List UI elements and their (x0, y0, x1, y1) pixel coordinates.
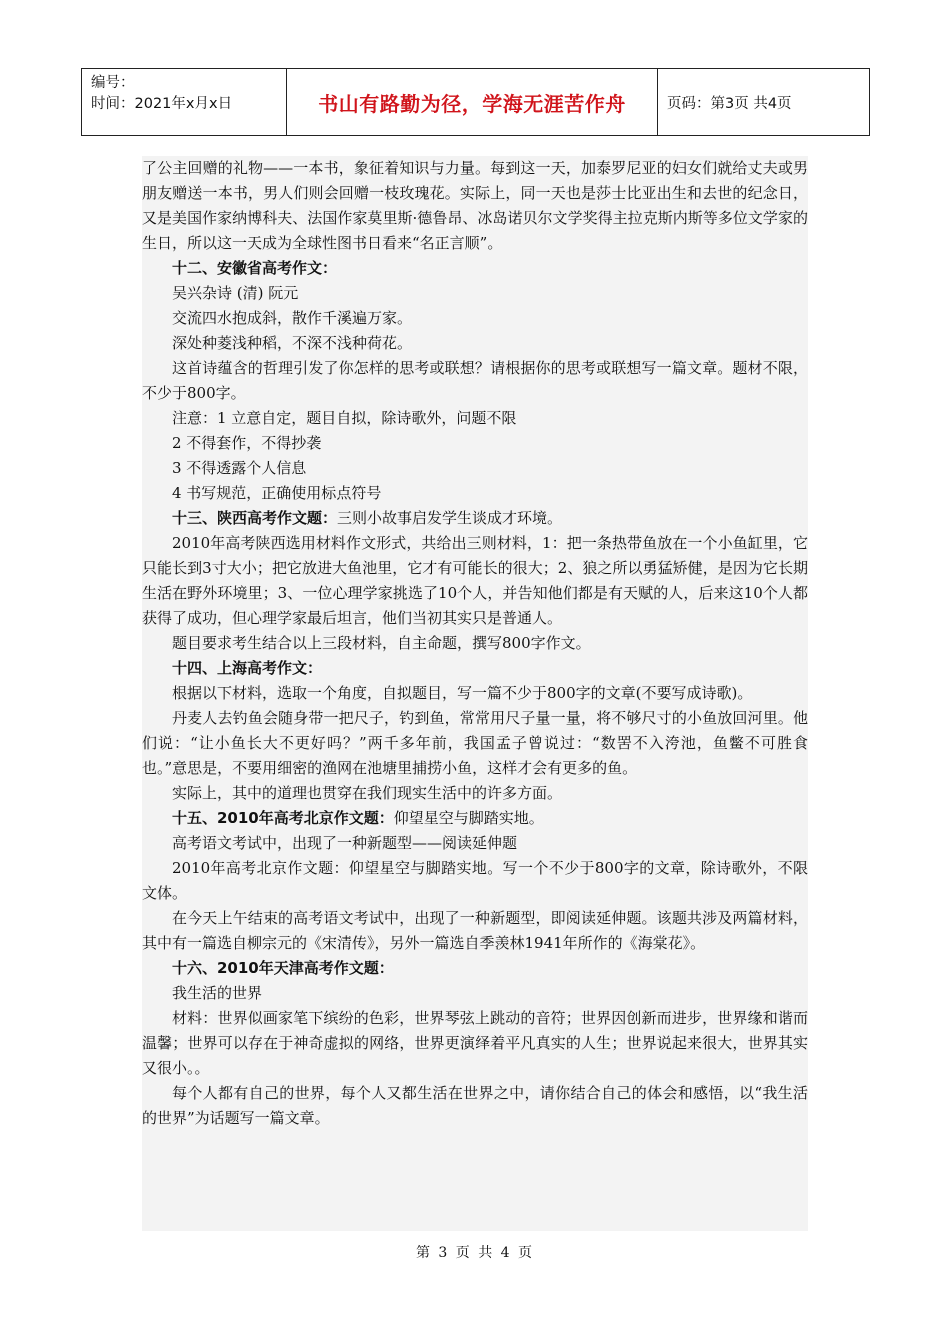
body-paragraph (142, 631, 808, 656)
paragraph-text: 每个人都有自己的世界，每个人又都生活在世界之中，请你结合自己的体会和感悟，以“我生活的世界”为话题写一篇文章。 (142, 1084, 808, 1127)
section-heading: 十二、安徽省高考作文： (172, 259, 338, 277)
body-paragraph (142, 856, 808, 906)
time-label: 时间：2021年x月x日 (91, 96, 233, 112)
paragraph-text: 在今天上午结束的高考语文考试中，出现了一种新题型，即阅读延伸题。该题共涉及两篇材料，其中有一篇选自柳宗元的《宋清传》，另外一篇选自季羡林1941年所作的《海棠花》。 (142, 909, 808, 952)
paragraph-text: 题目要求考生结合以上三段材料，自主命题，撰写800字作文。 (172, 634, 591, 652)
section-paragraph (142, 656, 808, 681)
paragraph-text: 这首诗蕴含的哲理引发了你怎样的思考或联想？请根据你的思考或联想写一篇文章。题材不限，不少于800字。 (142, 359, 808, 402)
section-paragraph (142, 506, 808, 531)
paragraph-text: 三则小故事启发学生谈成才环境。 (337, 509, 563, 527)
body-paragraph (142, 331, 808, 356)
body-paragraph (142, 831, 808, 856)
paragraph-text: 高考语文考试中，出现了一种新题型——阅读延伸题 (172, 834, 518, 852)
paragraph-text: 2010年高考陕西选用材料作文形式，共给出三则材料，1：把一条热带鱼放在一个小鱼缸里，它只能长到3寸大小；把它放进大鱼池里，它才有可能长的很大；2、狼之所以勇猛矫健，是因为它长期生活在野外环境里；3、一位心理学家挑选了10个人，并告知他们都是有天赋的人，后来这10个人都获得了成功，但心理学家最后坦言，他们当初其实只是普通人。 (142, 534, 808, 627)
body-paragraph (142, 981, 808, 1006)
section-paragraph (142, 256, 808, 281)
section-heading: 十四、上海高考作文： (172, 659, 323, 677)
body-paragraph (142, 531, 808, 631)
section-heading: 十六、2010年天津高考作文题： (172, 959, 394, 977)
paragraph-text: 材料：世界似画家笔下缤纷的色彩，世界琴弦上跳动的音符；世界因创新而进步，世界缘和谐而温馨；世界可以存在于神奇虚拟的网络，世界更演绎着平凡真实的人生；世界说起来很大，世界其实又很小。。 (142, 1009, 808, 1077)
serial-label: 编号： (91, 75, 135, 91)
paragraph-text: 2 不得套作，不得抄袭 (172, 434, 322, 452)
paragraph-text: 实际上，其中的道理也贯穿在我们现实生活中的许多方面。 (172, 784, 563, 802)
paragraph-text: 4 书写规范，正确使用标点符号 (172, 484, 382, 502)
section-paragraph (142, 956, 808, 981)
document-body (142, 156, 808, 1231)
section-heading: 十五、2010年高考北京作文题： (172, 809, 394, 827)
body-paragraph (142, 356, 808, 406)
body-paragraph (142, 906, 808, 956)
body-paragraph (142, 681, 808, 706)
paragraph-text: 交流四水抱成斜，散作千溪遍万家。 (172, 309, 413, 327)
header-info-cell (82, 69, 287, 135)
body-paragraph (142, 431, 808, 456)
paragraph-text: 深处种菱浅种稻，不深不浅种荷花。 (172, 334, 413, 352)
body-paragraph (142, 1081, 808, 1131)
body-paragraph (142, 481, 808, 506)
paragraph-text: 仰望星空与脚踏实地。 (393, 809, 544, 827)
paragraph-text: 丹麦人去钓鱼会随身带一把尺子，钓到鱼，常常用尺子量一量，将不够尺寸的小鱼放回河里。他们说：“让小鱼长大不更好吗？”两千多年前，我国孟子曾说过：“数罟不入洿池，鱼鳖不可胜食也。”意思是，不要用细密的渔网在池塘里捕捞小鱼，这样才会有更多的鱼。 (142, 709, 808, 777)
body-paragraph (142, 1006, 808, 1081)
body-paragraph (142, 456, 808, 481)
paragraph-text: 根据以下材料，选取一个角度，自拟题目，写一篇不少于800字的文章(不要写成诗歌)。 (172, 684, 753, 702)
section-heading: 十三、陕西高考作文题： (172, 509, 338, 527)
paragraph-text: 吴兴杂诗 (清) 阮元 (172, 284, 299, 302)
section-paragraph (142, 806, 808, 831)
body-paragraph (142, 706, 808, 781)
header-motto: 书山有路勤为径，学海无涯苦作舟 (287, 69, 658, 135)
header-table (81, 68, 870, 136)
paragraph-text: 3 不得透露个人信息 (172, 459, 307, 477)
paragraph-text: 了公主回赠的礼物——一本书，象征着知识与力量。每到这一天，加泰罗尼亚的妇女们就给丈夫或男朋友赠送一本书，男人们则会回赠一枝玫瑰花。实际上，同一天也是莎士比亚出生和去世的纪念日，又是美国作家纳博科夫、法国作家莫里斯·德鲁昂、冰岛诺贝尔文学奖得主拉克斯内斯等多位文学家的生日，所以这一天成为全球性图书日看来“名正言顺”。 (142, 159, 808, 252)
body-paragraph (142, 306, 808, 331)
paragraph-text: 2010年高考北京作文题：仰望星空与脚踏实地。写一个不少于800字的文章，除诗歌外，不限文体。 (142, 859, 808, 902)
body-paragraph (142, 406, 808, 431)
paragraph-text: 我生活的世界 (172, 984, 263, 1002)
paragraph-text: 注意：1 立意自定，题目自拟，除诗歌外，问题不限 (172, 409, 517, 427)
body-paragraph (142, 781, 808, 806)
page-footer: 第 3 页 共 4 页 (415, 1245, 535, 1261)
body-paragraph (142, 156, 808, 256)
header-page-number: 页码：第3页 共4页 (667, 95, 792, 112)
body-paragraph (142, 281, 808, 306)
